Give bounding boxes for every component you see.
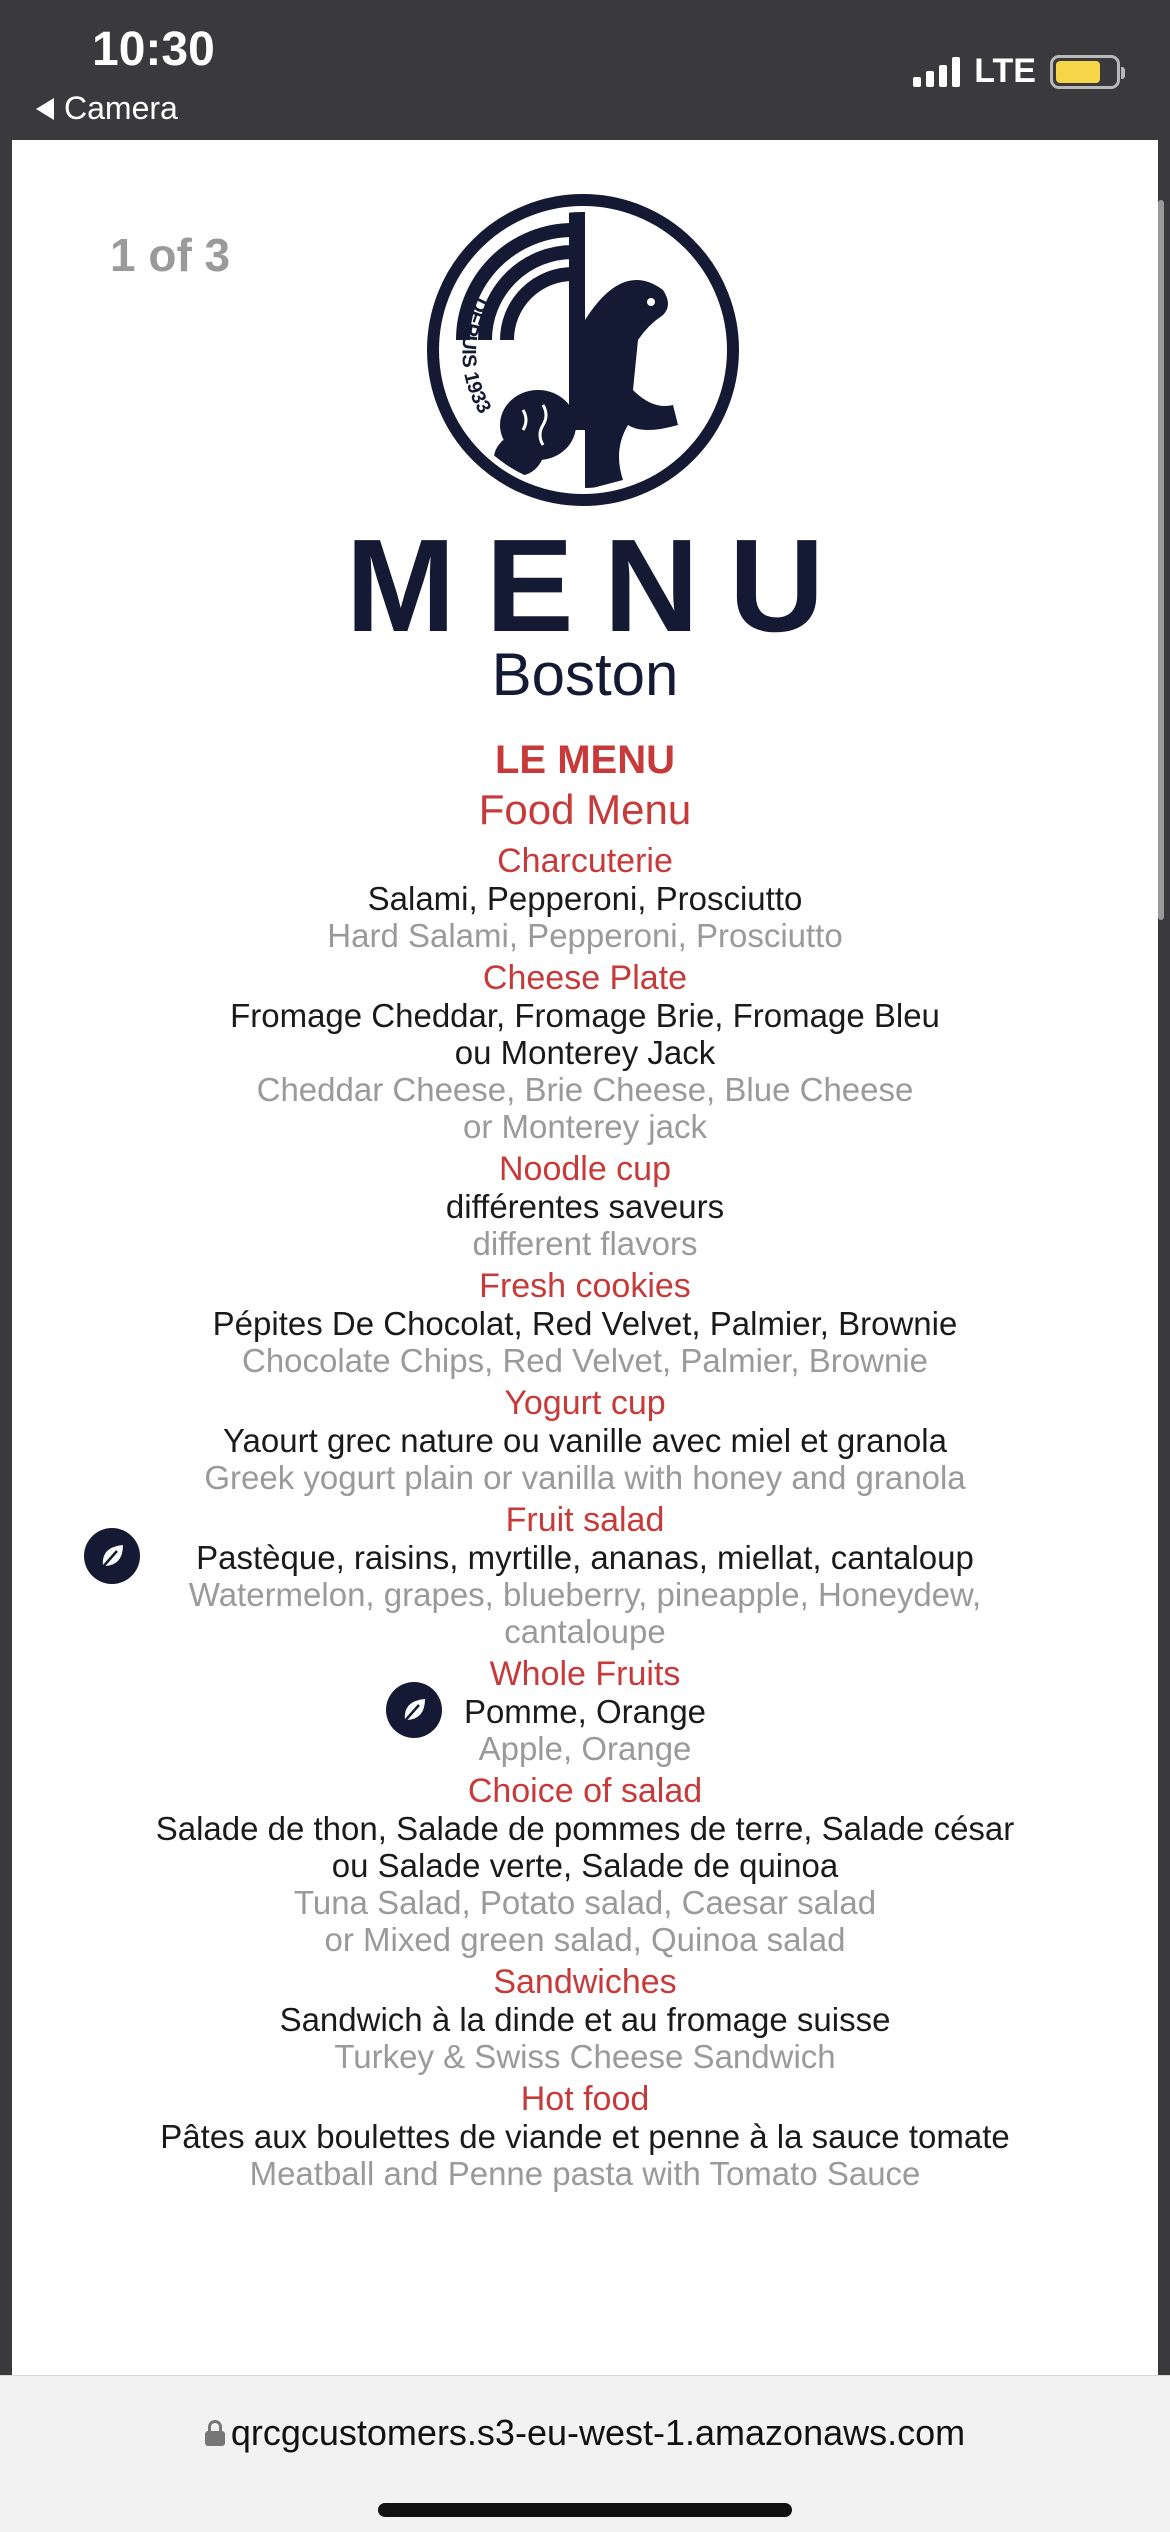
- section-title: Charcuterie: [497, 842, 673, 880]
- menu-section-fruit-salad: [12, 1502, 1158, 1650]
- section-desc-fr: ou Salade verte, Salade de quinoa: [331, 1847, 839, 1884]
- menu-section-sandwiches: [12, 1964, 1158, 2075]
- section-desc-en: Apple, Orange: [478, 1730, 692, 1767]
- section-title: Sandwiches: [493, 1963, 677, 2001]
- lock-icon: [205, 2420, 225, 2446]
- section-desc-fr: Fromage Cheddar, Fromage Brie, Fromage Bleu: [230, 997, 940, 1034]
- menu-heading-fr: LE MENU: [495, 738, 675, 782]
- menu-section-noodle-cup: [12, 1151, 1158, 1262]
- browser-bottom-bar: [0, 2375, 1170, 2532]
- menu-body: [12, 735, 1158, 2198]
- section-desc-en: Turkey & Swiss Cheese Sandwich: [334, 2038, 836, 2075]
- menu-section-yogurt-cup: [12, 1385, 1158, 1496]
- section-desc-en: different flavors: [472, 1225, 698, 1262]
- section-desc-en: Watermelon, grapes, blueberry, pineapple, Honeydew,: [188, 1576, 982, 1613]
- menu-section-choice-of-salad: [12, 1773, 1158, 1958]
- section-title: Choice of salad: [467, 1772, 703, 1810]
- home-indicator[interactable]: [378, 2503, 792, 2517]
- section-desc-fr: Salade de thon, Salade de pommes de terre, Salade césar: [155, 1810, 1015, 1847]
- section-title: Hot food: [520, 2080, 650, 2118]
- back-to-camera-button[interactable]: [36, 90, 178, 127]
- section-desc-fr: Salami, Pepperoni, Prosciutto: [367, 880, 803, 917]
- section-title: Fruit salad: [505, 1501, 665, 1539]
- battery-icon: [1050, 55, 1120, 89]
- menu-section-charcuterie: [12, 843, 1158, 954]
- section-desc-en: Cheddar Cheese, Brie Cheese, Blue Cheese: [256, 1071, 914, 1108]
- document-scrollbar[interactable]: [1158, 200, 1164, 920]
- section-desc-fr: Pomme, Orange: [463, 1693, 707, 1730]
- url-bar[interactable]: [0, 2412, 1170, 2454]
- section-desc-fr: ou Monterey Jack: [454, 1034, 716, 1071]
- section-desc-en: Tuna Salad, Potato salad, Caesar salad: [293, 1884, 877, 1921]
- vegetarian-leaf-icon: [84, 1528, 140, 1584]
- section-desc-fr: Pépites De Chocolat, Red Velvet, Palmier, Brownie: [212, 1305, 958, 1342]
- page-indicator: 1 of 3: [110, 229, 231, 281]
- section-desc-fr: Sandwich à la dinde et au fromage suisse: [279, 2001, 891, 2038]
- menu-document[interactable]: [12, 140, 1158, 2375]
- back-label: Camera: [64, 90, 178, 126]
- vegetarian-leaf-icon: [386, 1682, 442, 1738]
- city-name: Boston: [491, 641, 679, 708]
- menu-section-hot-food: [12, 2081, 1158, 2192]
- status-bar: [0, 0, 1170, 140]
- menu-section-cheese-plate: [12, 960, 1158, 1145]
- battery-level: [1056, 61, 1100, 83]
- section-title: Whole Fruits: [489, 1655, 681, 1693]
- section-desc-en: cantaloupe: [504, 1613, 666, 1650]
- section-desc-fr: Yaourt grec nature ou vanille avec miel et granola: [223, 1422, 947, 1459]
- section-title: Cheese Plate: [482, 959, 688, 997]
- signal-strength-icon: [913, 57, 960, 87]
- menu-heading-en: Food Menu: [478, 786, 692, 833]
- back-arrow-icon: [36, 98, 54, 120]
- menu-section-fresh-cookies: [12, 1268, 1158, 1379]
- section-desc-en: Greek yogurt plain or vanilla with honey and granola: [204, 1459, 966, 1496]
- section-title: Noodle cup: [498, 1150, 671, 1188]
- status-indicators: [913, 52, 1120, 91]
- status-time: 10:30: [92, 23, 215, 76]
- section-desc-fr: Pâtes aux boulettes de viande et penne à la sauce tomate: [160, 2118, 1010, 2155]
- section-title: Yogurt cup: [504, 1384, 666, 1422]
- url-text: qrcgcustomers.s3-eu-west-1.amazonaws.com: [230, 2412, 966, 2453]
- section-desc-en: or Mixed green salad, Quinoa salad: [324, 1921, 846, 1958]
- section-desc-fr: différentes saveurs: [445, 1188, 725, 1225]
- section-desc-fr: Pastèque, raisins, myrtille, ananas, miellat, cantaloup: [196, 1539, 974, 1576]
- section-desc-en: Meatball and Penne pasta with Tomato Sauce: [249, 2155, 921, 2192]
- menu-title: MENU: [345, 512, 855, 659]
- section-desc-en: Chocolate Chips, Red Velvet, Palmier, Brownie: [241, 1342, 928, 1379]
- logo-text: DEPUIS 1933: [457, 293, 496, 418]
- section-title: Fresh cookies: [479, 1267, 691, 1305]
- network-type: LTE: [974, 52, 1036, 90]
- restaurant-logo: [423, 190, 743, 510]
- section-desc-en: or Monterey jack: [463, 1108, 707, 1145]
- section-desc-en: Hard Salami, Pepperoni, Prosciutto: [327, 917, 843, 954]
- menu-section-whole-fruits: [12, 1656, 1158, 1767]
